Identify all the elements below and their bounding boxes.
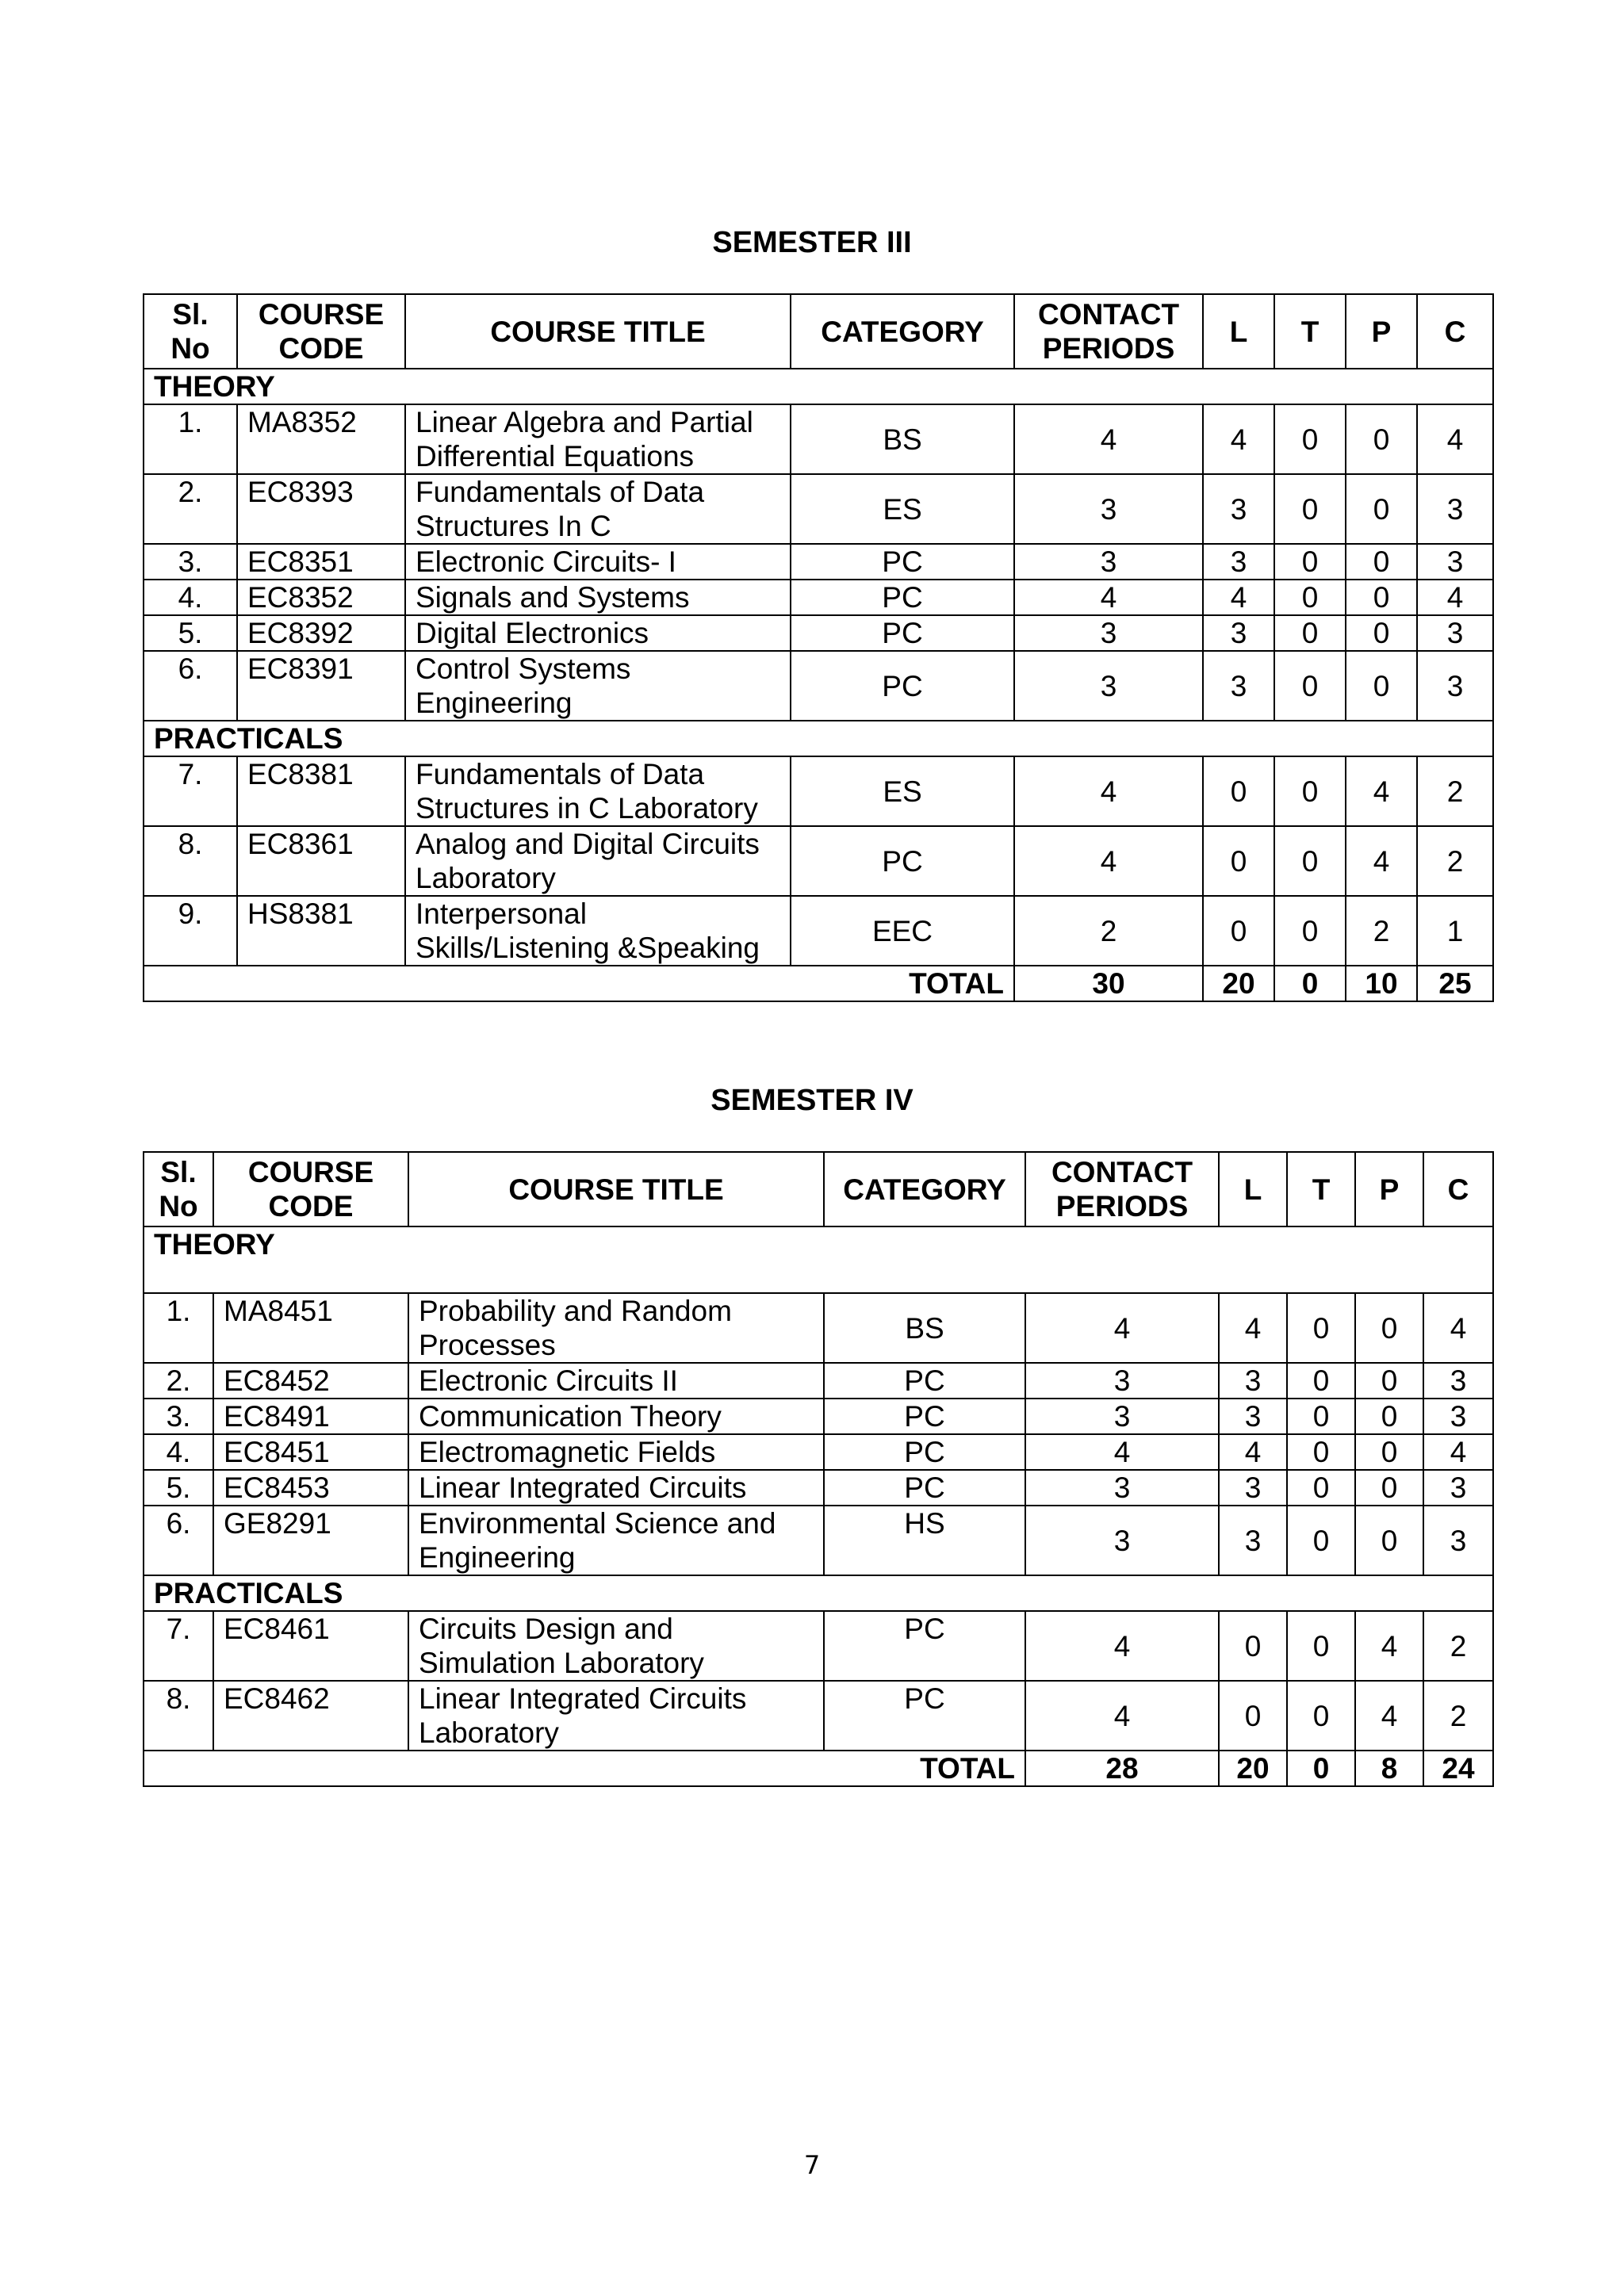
c-cell: 3 — [1423, 1470, 1493, 1506]
table-row — [144, 615, 1493, 651]
course-code-cell: EC8391 — [237, 651, 405, 721]
category-cell: PC — [824, 1434, 1025, 1470]
header-t: T — [1287, 1152, 1355, 1226]
course-code-cell: EC8452 — [213, 1363, 408, 1399]
page-number: 7 — [803, 2150, 821, 2180]
t-cell: 0 — [1287, 1611, 1355, 1681]
total-row — [144, 1751, 1493, 1786]
l-cell: 0 — [1203, 826, 1274, 896]
course-title-cell: Electromagnetic Fields — [408, 1434, 824, 1470]
header-category: CATEGORY — [791, 294, 1014, 369]
sl-no-cell: 3. — [144, 544, 237, 580]
category-cell: PC — [791, 826, 1014, 896]
p-cell: 0 — [1346, 404, 1417, 474]
category-cell: EEC — [791, 896, 1014, 966]
table-row — [144, 1363, 1493, 1399]
course-title-cell: Interpersonal Skills/Listening &Speaking — [405, 896, 791, 966]
c-cell: 4 — [1423, 1434, 1493, 1470]
table-row — [144, 580, 1493, 615]
header-p: P — [1355, 1152, 1423, 1226]
total-t: 0 — [1274, 966, 1346, 1001]
t-cell: 0 — [1274, 896, 1346, 966]
course-code-cell: EC8361 — [237, 826, 405, 896]
c-cell: 2 — [1417, 756, 1493, 826]
l-cell: 0 — [1219, 1681, 1287, 1751]
contact-periods-cell: 2 — [1014, 896, 1203, 966]
t-cell: 0 — [1287, 1470, 1355, 1506]
t-cell: 0 — [1287, 1506, 1355, 1575]
contact-periods-cell: 4 — [1014, 404, 1203, 474]
semester-3-title: SEMESTER III — [712, 226, 912, 259]
p-cell: 4 — [1355, 1681, 1423, 1751]
course-title-cell: Analog and Digital Circuits Laboratory — [405, 826, 791, 896]
header-sl-no: Sl. No — [144, 294, 237, 369]
course-code-cell: HS8381 — [237, 896, 405, 966]
c-cell: 3 — [1417, 474, 1493, 544]
category-cell: ES — [791, 474, 1014, 544]
header-t: T — [1274, 294, 1346, 369]
total-contact-periods: 30 — [1014, 966, 1203, 1001]
p-cell: 0 — [1355, 1399, 1423, 1434]
t-cell: 0 — [1274, 544, 1346, 580]
l-cell: 3 — [1219, 1506, 1287, 1575]
theory-section-row — [144, 1226, 1493, 1293]
sl-no-cell: 2. — [144, 1363, 213, 1399]
sl-no-cell: 5. — [144, 615, 237, 651]
contact-periods-cell: 4 — [1025, 1611, 1219, 1681]
header-row — [144, 1152, 1493, 1226]
course-title-cell: Fundamentals of Data Structures in C Laboratory — [405, 756, 791, 826]
p-cell: 0 — [1346, 615, 1417, 651]
contact-periods-cell: 3 — [1025, 1470, 1219, 1506]
p-cell: 0 — [1355, 1434, 1423, 1470]
header-course-code: COURSE CODE — [237, 294, 405, 369]
total-c: 24 — [1423, 1751, 1493, 1786]
table-row — [144, 651, 1493, 721]
header-l: L — [1219, 1152, 1287, 1226]
category-cell: ES — [791, 756, 1014, 826]
c-cell: 3 — [1417, 544, 1493, 580]
contact-periods-cell: 3 — [1025, 1506, 1219, 1575]
contact-periods-cell: 3 — [1025, 1399, 1219, 1434]
header-contact-periods: CONTACT PERIODS — [1025, 1152, 1219, 1226]
table-row — [144, 1506, 1493, 1575]
table-row — [144, 1470, 1493, 1506]
sl-no-cell: 8. — [144, 1681, 213, 1751]
course-code-cell: EC8462 — [213, 1681, 408, 1751]
table-row — [144, 544, 1493, 580]
course-title-cell: Control Systems Engineering — [405, 651, 791, 721]
course-code-cell: GE8291 — [213, 1506, 408, 1575]
c-cell: 3 — [1423, 1363, 1493, 1399]
course-title-cell: Linear Integrated Circuits — [408, 1470, 824, 1506]
t-cell: 0 — [1287, 1681, 1355, 1751]
table-row — [144, 826, 1493, 896]
l-cell: 4 — [1219, 1293, 1287, 1363]
course-code-cell: EC8392 — [237, 615, 405, 651]
table-row — [144, 1399, 1493, 1434]
contact-periods-cell: 3 — [1014, 651, 1203, 721]
total-row — [144, 966, 1493, 1001]
course-title-cell: Circuits Design and Simulation Laboratory — [408, 1611, 824, 1681]
t-cell: 0 — [1274, 651, 1346, 721]
category-cell: PC — [824, 1399, 1025, 1434]
sl-no-cell: 1. — [144, 404, 237, 474]
sl-no-cell: 4. — [144, 1434, 213, 1470]
table-row — [144, 404, 1493, 474]
c-cell: 2 — [1423, 1681, 1493, 1751]
t-cell: 0 — [1274, 826, 1346, 896]
total-l: 20 — [1219, 1751, 1287, 1786]
t-cell: 0 — [1287, 1363, 1355, 1399]
c-cell: 4 — [1417, 580, 1493, 615]
category-cell: PC — [791, 651, 1014, 721]
course-title-cell: Linear Algebra and Partial Differential Equations — [405, 404, 791, 474]
course-code-cell: EC8381 — [237, 756, 405, 826]
sl-no-cell: 6. — [144, 1506, 213, 1575]
p-cell: 4 — [1346, 826, 1417, 896]
c-cell: 3 — [1423, 1399, 1493, 1434]
t-cell: 0 — [1274, 474, 1346, 544]
l-cell: 3 — [1203, 544, 1274, 580]
course-title-cell: Communication Theory — [408, 1399, 824, 1434]
table-row — [144, 1434, 1493, 1470]
sl-no-cell: 2. — [144, 474, 237, 544]
table-row — [144, 1611, 1493, 1681]
contact-periods-cell: 4 — [1025, 1681, 1219, 1751]
course-title-cell: Electronic Circuits II — [408, 1363, 824, 1399]
category-cell: PC — [791, 544, 1014, 580]
t-cell: 0 — [1287, 1434, 1355, 1470]
category-cell: PC — [791, 580, 1014, 615]
header-course-title: COURSE TITLE — [405, 294, 791, 369]
sl-no-cell: 4. — [144, 580, 237, 615]
p-cell: 0 — [1355, 1470, 1423, 1506]
l-cell: 4 — [1203, 580, 1274, 615]
semester-4-table — [143, 1151, 1494, 1787]
course-code-cell: EC8352 — [237, 580, 405, 615]
c-cell: 1 — [1417, 896, 1493, 966]
category-cell: PC — [824, 1470, 1025, 1506]
p-cell: 0 — [1346, 544, 1417, 580]
p-cell: 4 — [1355, 1611, 1423, 1681]
practicals-section-row — [144, 1575, 1493, 1611]
sl-no-cell: 9. — [144, 896, 237, 966]
contact-periods-cell: 4 — [1025, 1293, 1219, 1363]
total-contact-periods: 28 — [1025, 1751, 1219, 1786]
practicals-section-row-label: PRACTICALS — [144, 721, 1493, 756]
contact-periods-cell: 3 — [1014, 474, 1203, 544]
total-p: 10 — [1346, 966, 1417, 1001]
contact-periods-cell: 3 — [1014, 615, 1203, 651]
header-p: P — [1346, 294, 1417, 369]
header-row — [144, 294, 1493, 369]
table-row — [144, 896, 1493, 966]
header-contact-periods: CONTACT PERIODS — [1014, 294, 1203, 369]
table-body — [144, 1226, 1493, 1786]
course-code-cell: EC8453 — [213, 1470, 408, 1506]
category-cell: HS — [824, 1506, 1025, 1575]
p-cell: 0 — [1355, 1506, 1423, 1575]
l-cell: 3 — [1219, 1363, 1287, 1399]
total-label: TOTAL — [144, 966, 1014, 1001]
sl-no-cell: 8. — [144, 826, 237, 896]
theory-section-row — [144, 369, 1493, 404]
category-cell: BS — [791, 404, 1014, 474]
c-cell: 3 — [1423, 1506, 1493, 1575]
c-cell: 2 — [1417, 826, 1493, 896]
l-cell: 3 — [1203, 474, 1274, 544]
l-cell: 4 — [1219, 1434, 1287, 1470]
contact-periods-cell: 3 — [1014, 544, 1203, 580]
total-t: 0 — [1287, 1751, 1355, 1786]
c-cell: 4 — [1417, 404, 1493, 474]
practicals-section-row-label: PRACTICALS — [144, 1575, 1493, 1611]
c-cell: 3 — [1417, 615, 1493, 651]
c-cell: 3 — [1417, 651, 1493, 721]
semester-3-table — [143, 293, 1494, 1002]
sl-no-cell: 7. — [144, 756, 237, 826]
contact-periods-cell: 4 — [1014, 756, 1203, 826]
header-category: CATEGORY — [824, 1152, 1025, 1226]
p-cell: 0 — [1346, 474, 1417, 544]
course-title-cell: Probability and Random Processes — [408, 1293, 824, 1363]
theory-section-row-label: THEORY — [144, 1226, 1493, 1293]
l-cell: 0 — [1203, 756, 1274, 826]
total-c: 25 — [1417, 966, 1493, 1001]
course-code-cell: MA8352 — [237, 404, 405, 474]
l-cell: 0 — [1219, 1611, 1287, 1681]
total-label: TOTAL — [144, 1751, 1025, 1786]
t-cell: 0 — [1274, 615, 1346, 651]
course-title-cell: Signals and Systems — [405, 580, 791, 615]
sl-no-cell: 6. — [144, 651, 237, 721]
course-code-cell: EC8451 — [213, 1434, 408, 1470]
t-cell: 0 — [1274, 580, 1346, 615]
course-code-cell: EC8393 — [237, 474, 405, 544]
practicals-section-row — [144, 721, 1493, 756]
contact-periods-cell: 4 — [1014, 580, 1203, 615]
l-cell: 4 — [1203, 404, 1274, 474]
total-p: 8 — [1355, 1751, 1423, 1786]
course-title-cell: Digital Electronics — [405, 615, 791, 651]
sl-no-cell: 5. — [144, 1470, 213, 1506]
header-c: C — [1417, 294, 1493, 369]
category-cell: PC — [824, 1363, 1025, 1399]
table-row — [144, 756, 1493, 826]
category-cell: PC — [824, 1681, 1025, 1751]
contact-periods-cell: 4 — [1014, 826, 1203, 896]
l-cell: 3 — [1203, 651, 1274, 721]
p-cell: 0 — [1346, 580, 1417, 615]
header-course-code: COURSE CODE — [213, 1152, 408, 1226]
category-cell: PC — [824, 1611, 1025, 1681]
course-code-cell: EC8351 — [237, 544, 405, 580]
t-cell: 0 — [1287, 1293, 1355, 1363]
course-title-cell: Environmental Science and Engineering — [408, 1506, 824, 1575]
category-cell: PC — [791, 615, 1014, 651]
header-l: L — [1203, 294, 1274, 369]
course-code-cell: EC8491 — [213, 1399, 408, 1434]
l-cell: 3 — [1203, 615, 1274, 651]
header-c: C — [1423, 1152, 1493, 1226]
contact-periods-cell: 4 — [1025, 1434, 1219, 1470]
sl-no-cell: 7. — [144, 1611, 213, 1681]
course-title-cell: Fundamentals of Data Structures In C — [405, 474, 791, 544]
total-l: 20 — [1203, 966, 1274, 1001]
p-cell: 0 — [1355, 1363, 1423, 1399]
course-code-cell: MA8451 — [213, 1293, 408, 1363]
l-cell: 0 — [1203, 896, 1274, 966]
c-cell: 2 — [1423, 1611, 1493, 1681]
course-title-cell: Electronic Circuits- I — [405, 544, 791, 580]
header-sl-no: Sl. No — [144, 1152, 213, 1226]
p-cell: 0 — [1355, 1293, 1423, 1363]
t-cell: 0 — [1287, 1399, 1355, 1434]
table-row — [144, 474, 1493, 544]
l-cell: 3 — [1219, 1399, 1287, 1434]
category-cell: BS — [824, 1293, 1025, 1363]
p-cell: 0 — [1346, 651, 1417, 721]
course-code-cell: EC8461 — [213, 1611, 408, 1681]
p-cell: 4 — [1346, 756, 1417, 826]
course-title-cell: Linear Integrated Circuits Laboratory — [408, 1681, 824, 1751]
t-cell: 0 — [1274, 756, 1346, 826]
sl-no-cell: 3. — [144, 1399, 213, 1434]
t-cell: 0 — [1274, 404, 1346, 474]
contact-periods-cell: 3 — [1025, 1363, 1219, 1399]
sl-no-cell: 1. — [144, 1293, 213, 1363]
header-course-title: COURSE TITLE — [408, 1152, 824, 1226]
theory-section-row-label: THEORY — [144, 369, 1493, 404]
l-cell: 3 — [1219, 1470, 1287, 1506]
semester-4-title: SEMESTER IV — [710, 1084, 914, 1117]
table-row — [144, 1293, 1493, 1363]
c-cell: 4 — [1423, 1293, 1493, 1363]
table-body — [144, 369, 1493, 1001]
p-cell: 2 — [1346, 896, 1417, 966]
table-row — [144, 1681, 1493, 1751]
